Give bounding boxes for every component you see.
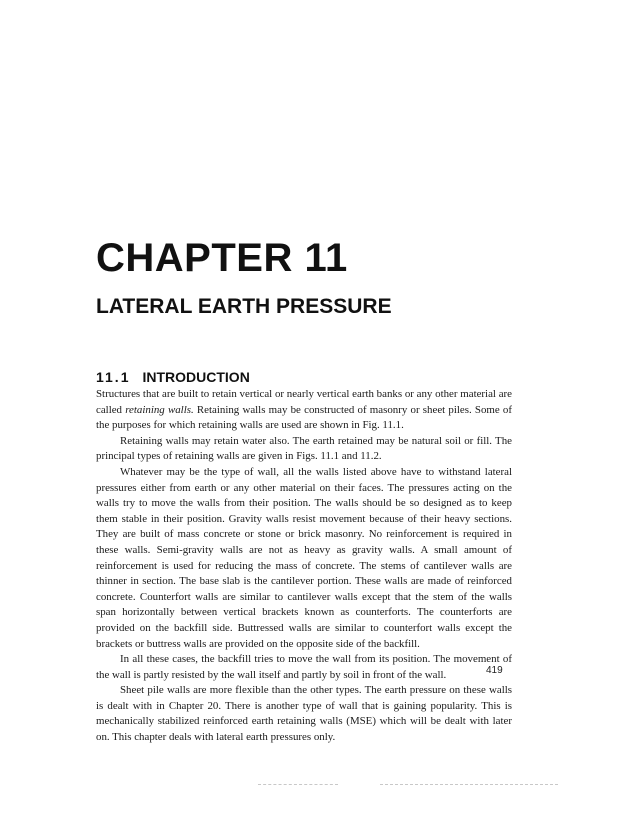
body-text xyxy=(96,387,512,746)
chapter-number: CHAPTER 11 xyxy=(96,236,348,280)
section-number: 11.1 xyxy=(96,369,131,385)
section-title: INTRODUCTION xyxy=(142,369,250,385)
page-number: 419 xyxy=(486,665,503,676)
paragraph-1-lead: Structures that are built to retain vertical or nearly vertical earth banks or any other material are called xyxy=(96,388,512,416)
scan-artifact-line xyxy=(380,784,558,785)
section-heading xyxy=(96,370,250,384)
chapter-title: LATERAL EARTH PRESSURE xyxy=(96,295,392,318)
paragraph-3: Whatever may be the type of wall, all the walls listed above have to withstand lateral pressures either from earth or any other material on their faces. The pressures acting on the walls try to move the walls from their position. The walls should be so designed as to keep them stable in their position. Gravity walls resist movement because of their heavy sections. They are built of mass concrete or stone or brick masonry. No reinforcement is required in these walls. Semi-gravity walls are not as heavy as gravity walls. A small amount of reinforcement is used for reducing the mass of concrete. The stems of cantilever walls are thinner in section. The base slab is the cantilever portion. These walls are made of reinforced concrete. Counterfort walls are similar to cantilever walls except that the stem of the walls span horizontally between vertical brackets known as counterforts. The counterforts are provided on the backfill side. Buttressed walls are similar to counterfort walls except the brackets or buttress walls are provided on the opposite side of the backfill. xyxy=(96,465,512,650)
paragraph-1 xyxy=(96,387,512,434)
paragraph-5: Sheet pile walls are more flexible than the other types. The earth pressure on these walls is dealt with in Chapter 20. There is another type of wall that is gaining popularity. This is mechanically stabilized reinforced earth retaining walls (MSE) which will be dealt with later on. This chapter deals with lateral earth pressures only. xyxy=(96,684,512,744)
paragraph-1-rest: Retaining walls may be constructed of masonry or sheet piles. Some of the purposes for which retaining walls are used are shown in Fig. 11.1. xyxy=(96,403,512,432)
paragraph-4: In all these cases, the backfill tries to move the wall from its position. The movement of the wall is partly resisted by the wall itself and partly by soil in front of the wall. xyxy=(96,653,512,681)
scan-artifact-line xyxy=(258,784,338,785)
retaining-walls-term: retaining walls. xyxy=(125,403,194,416)
paragraph-2: Retaining walls may retain water also. The earth retained may be natural soil or fill. The principal types of retaining walls are given in Figs. 11.1 and 11.2. xyxy=(96,434,512,463)
